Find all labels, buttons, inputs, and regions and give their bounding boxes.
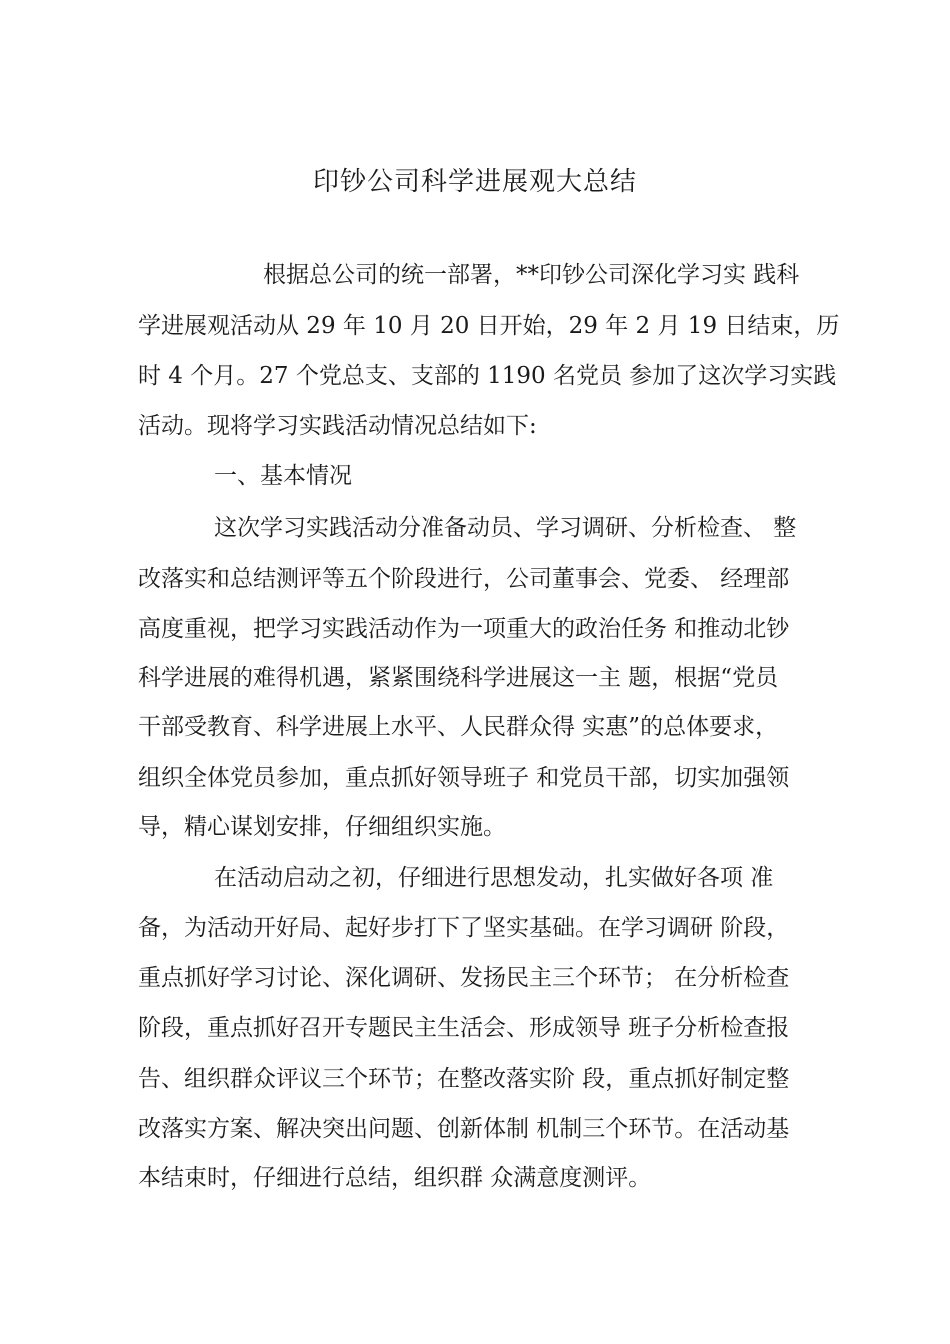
paragraph-2-line-1: 这次学习实践活动分准备动员、学习调研、分析检查、 整: [214, 515, 797, 541]
paragraph-2-line-5: 干部受教育、科学进展上水平、人民群众得 实惠”的总体要求，: [138, 714, 779, 740]
paragraph-2-line-2: 改落实和总结测评等五个阶段进行，公司董事会、党委、 经理部: [138, 566, 790, 592]
paragraph-3-line-5: 告、组织群众评议三个环节；在整改落实阶 段，重点抓好制定整: [138, 1066, 790, 1092]
paragraph-3-line-6: 改落实方案、解决突出问题、创新体制 机制三个环节。在活动基: [138, 1116, 790, 1142]
paragraph-2-line-3: 高度重视，把学习实践活动作为一项重大的政治任务 和推动北钞: [138, 616, 790, 642]
paragraph-1-line-2: 学进展观活动从 29 年 10 月 20 日开始，29 年 2 月 19 日结束，历: [138, 313, 840, 339]
paragraph-1-line-4: 活动。现将学习实践活动情况总结如下:: [138, 413, 537, 439]
paragraph-2-line-6: 组织全体党员参加，重点抓好领导班子 和党员干部，切实加强领: [138, 765, 790, 791]
document-title: 印钞公司科学进展观大总结: [312, 167, 637, 197]
section-heading-basic: 一、基本情况: [214, 463, 352, 489]
paragraph-1-line-1: 根据总公司的统一部署，**印钞公司深化学习实 践科: [263, 262, 800, 288]
paragraph-3-line-4: 阶段，重点抓好召开专题民主生活会、形成领导 班子分析检查报: [138, 1015, 790, 1041]
paragraph-3-line-7: 本结束时，仔细进行总结，组织群 众满意度测评。: [138, 1165, 652, 1191]
paragraph-2-line-7: 导，精心谋划安排，仔细组织实施。: [138, 814, 506, 840]
paragraph-1-line-3: 时 4 个月。27 个党总支、支部的 1190 名党员 参加了这次学习实践: [138, 363, 837, 389]
paragraph-2-line-4: 科学进展的难得机遇，紧紧围绕科学进展这一主 题，根据“党员: [138, 665, 779, 691]
paragraph-3-line-1: 在活动启动之初，仔细进行思想发动，扎实做好各项 准: [214, 865, 774, 891]
paragraph-3-line-2: 备，为活动开好局、起好步打下了坚实基础。在学习调研 阶段，: [138, 915, 790, 941]
paragraph-3-line-3: 重点抓好学习讨论、深化调研、发扬民主三个环节； 在分析检查: [138, 965, 790, 991]
